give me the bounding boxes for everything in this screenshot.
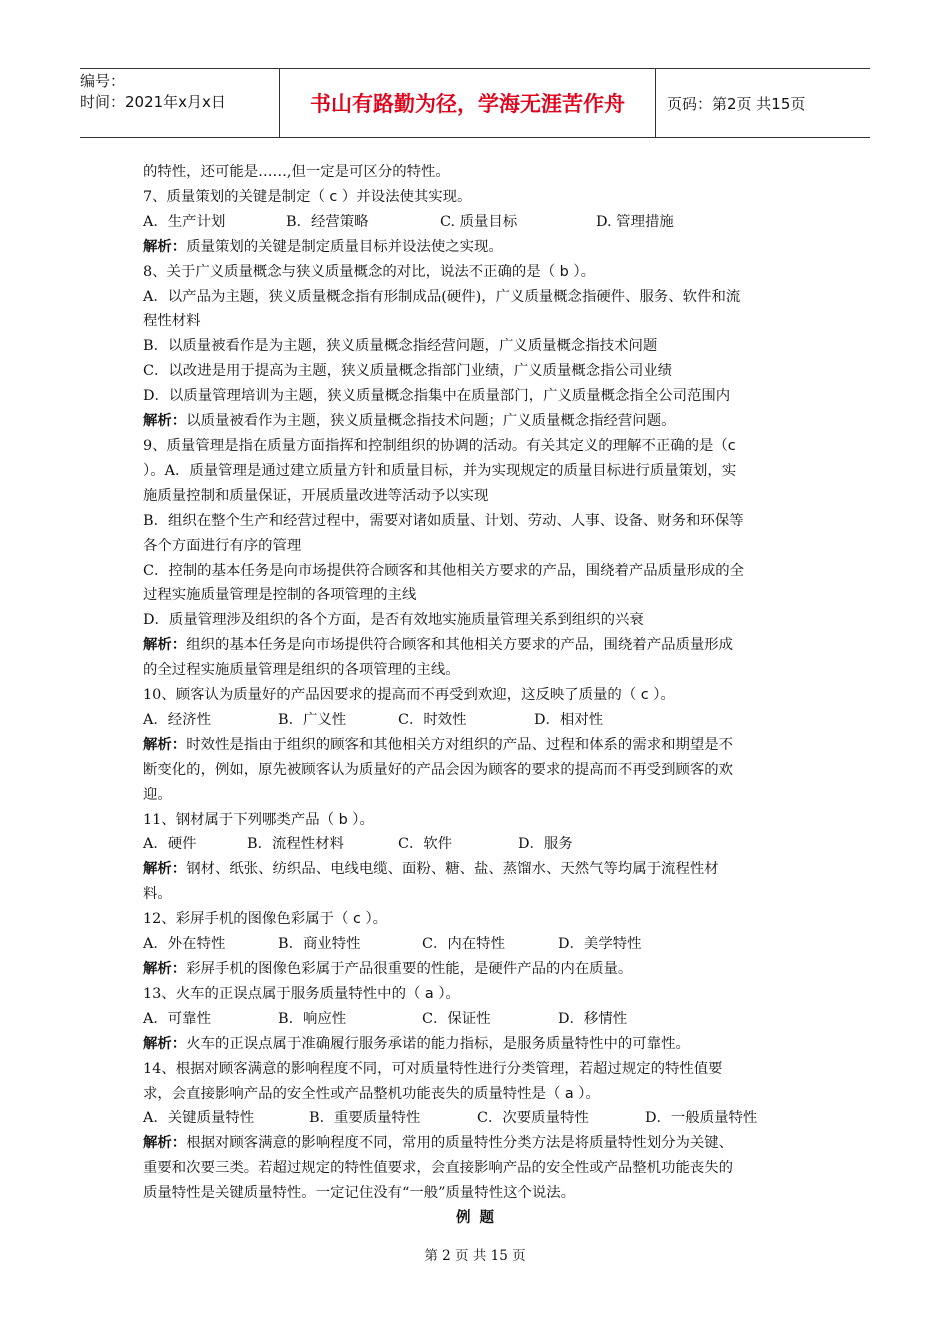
explanation-label: 解析： [143,1135,187,1152]
question-text-tail: ）。 [573,1085,600,1102]
explanation-line [143,1032,809,1057]
option-item: A．关键质量特性 [143,1110,255,1127]
question-text-tail: ）。 [433,985,460,1002]
question-text-tail: ）。 [360,911,388,928]
option-item: A．外在特性 [143,936,226,953]
question-line [143,434,809,459]
question-text: 7、质量策划的关键是制定（ [143,188,330,205]
answer-letter: a [564,1085,574,1102]
question-line [143,185,809,210]
option-item: A．可靠性 [143,1010,211,1027]
page-footer: 第 2 页 共 15 页 [424,1248,526,1264]
text-line: 施质量控制和质量保证，开展质量改进等活动予以实现 [143,487,489,504]
answer-letter: a [424,985,434,1002]
explanation-text: 钢材、纸张、纺织品、电线电缆、面粉、糖、盐、蒸馏水、天然气等均属于流程性材 [186,861,719,878]
option-item: C．次要质量特性 [477,1110,589,1127]
question-line [143,907,809,932]
document-body [143,160,809,1231]
explanation-line [143,1131,809,1156]
explanation-label: 解析： [143,413,187,430]
document-date-label: 时间：2021年x月x日 [80,93,226,111]
option-item: D. 管理措施 [596,213,674,230]
option-item: C．保证性 [422,1010,491,1027]
question-text: 9、质量管理是指在质量方面指挥和控制组织的协调的活动。有关其定义的理解不正确的是（ [143,437,728,454]
text-line: 过程实施质量管理是控制的各项管理的主线 [143,587,417,604]
question-line [143,683,809,708]
explanation-text: 以质量被看作为主题，狭义质量概念指技术问题；广义质量概念指经营问题。 [186,413,676,430]
text-line: ）。A．质量管理是通过建立质量方针和质量目标，并为实现规定的质量目标进行质量策划，实 [143,462,737,479]
question-text-tail: ）。 [347,811,374,828]
text-line: C．以改进是用于提高为主题，狭义质量概念指部门业绩，广义质量概念指公司业绩 [143,363,673,380]
options-line [143,1106,809,1131]
question-line [143,1082,809,1107]
option-item: B．经营策略 [286,213,369,230]
question-text: 12、彩屏手机的图像色彩属于（ [143,911,353,928]
text-line: C．控制的基本任务是向市场提供符合顾客和其他相关方要求的产品，围绕着产品质量形成的全 [143,562,745,579]
explanation-text: 根据对顾客满意的影响程度不同，常用的质量特性分类方法是将质量特性划分为关键、 [186,1135,734,1152]
option-item: D．一般质量特性 [645,1110,758,1127]
question-text-tail: ）。 [648,687,675,704]
explanation-text: 火车的正误点属于准确履行服务承诺的能力指标，是服务质量特性中的可靠性。 [186,1035,690,1052]
explanation-text: 质量策划的关键是制定质量目标并设法使之实现。 [186,238,503,255]
option-item: B．商业特性 [278,936,361,953]
text-line: D．以质量管理培训为主题，狭义质量概念指集中在质量部门，广义质量概念指全公司范围内 [143,388,731,405]
text-line: A．以产品为主题，狭义质量概念指有形制成品(硬件)，广义质量概念指硬件、服务、软件和流 [143,288,741,305]
option-item: D．美学特性 [558,936,642,953]
page-header [80,68,870,138]
answer-letter: c [352,911,361,928]
explanation-line [143,633,809,658]
option-item: C．内在特性 [422,936,505,953]
option-item: A．生产计划 [143,213,226,230]
explanation-label: 解析： [143,238,187,255]
text-line: 程性材料 [143,313,201,330]
explanation-label: 解析： [143,736,187,753]
option-item: B．响应性 [278,1010,347,1027]
question-text: 10、顾客认为质量好的产品因要求的提高而不再受到欢迎，这反映了质量的（ [143,687,641,704]
text-line: D．质量管理涉及组织的各个方面，是否有效地实施质量管理关系到组织的兴衰 [143,612,644,629]
header-meta [80,69,280,137]
options-line [143,832,809,857]
explanation-line [143,733,809,758]
option-item: B．重要质量特性 [309,1110,421,1127]
explanation-line [143,235,809,260]
explanation-label: 解析： [143,961,187,977]
explanation-text: 时效性是指由于组织的顾客和其他相关方对组织的产品、过程和体系的需求和期望是不 [186,736,734,753]
option-item: D．移情性 [558,1010,628,1027]
explanation-line [143,957,809,982]
text-line: 14、根据对顾客满意的影响程度不同，可对质量特性进行分类管理，若超过规定的特性值要 [143,1060,723,1077]
option-item: C. 质量目标 [440,213,518,230]
options-line [143,1007,809,1032]
question-text: 13、火车的正误点属于服务质量特性中的（ [143,985,425,1002]
option-item: A．经济性 [143,711,211,728]
question-text: 8、关于广义质量概念与狭义质量概念的对比，说法不正确的是（ [143,263,560,280]
text-line: 断变化的，例如，原先被顾客认为质量好的产品会因为顾客的要求的提高而不再受到顾客的欢 [143,761,734,778]
text-line: 重要和次要三类。若超过规定的特性值要求，会直接影响产品的安全性或产品整机功能丧失的 [143,1160,734,1177]
header-motto: 书山有路勤为径，学海无涯苦作舟 [280,69,656,137]
option-item: B．流程性材料 [247,836,344,853]
options-line [143,210,809,235]
text-line: 各个方面进行有序的管理 [143,537,302,554]
text-line: 迎。 [143,786,172,803]
question-line [143,808,809,833]
option-item: C．软件 [398,836,453,853]
text-line: 质量特性是关键质量特性。一定记住没有“一般”质量特性这个说法。 [143,1185,576,1202]
question-text-tail: ）。 [568,263,595,280]
option-item: C．时效性 [398,711,467,728]
answer-letter: c [329,188,338,205]
question-line [143,260,809,285]
option-item: A．硬件 [143,836,197,853]
answer-letter: b [559,263,569,280]
question-text-tail: ）并设法使其实现。 [337,188,472,205]
options-line [143,932,809,957]
document-number-label: 编号： [80,72,126,90]
text-line: 的特性，还可能是……,但一定是可区分的特性。 [143,164,450,180]
question-line [143,982,809,1007]
explanation-label: 解析： [143,861,187,878]
text-line: 料。 [143,886,172,903]
explanation-line [143,857,809,882]
explanation-label: 解析： [143,637,187,654]
answer-letter: c [727,437,736,454]
text-line: B．以质量被看作是为主题，狭义质量概念指经营问题，广义质量概念指技术问题 [143,338,658,355]
question-text: 11、钢材属于下列哪类产品（ [143,811,339,828]
header-page-number: 页码：第2页 共15页 [667,94,806,113]
explanation-line [143,409,809,434]
options-line [143,708,809,733]
question-text: 求，会直接影响产品的安全性或产品整机功能丧失的质量特性是（ [143,1085,565,1102]
answer-letter: c [640,687,649,704]
section-title: 例 题 [455,1210,497,1227]
explanation-text: 组织的基本任务是向市场提供符合顾客和其他相关方要求的产品，围绕着产品质量形成 [186,637,734,654]
text-line: B．组织在整个生产和经营过程中，需要对诸如质量、计划、劳动、人事、设备、财务和环保等 [143,512,744,529]
text-line: 的全过程实施质量管理是组织的各项管理的主线。 [143,662,460,679]
explanation-label: 解析： [143,1035,187,1052]
option-item: B．广义性 [278,711,347,728]
option-item: D．服务 [518,836,573,853]
explanation-text: 彩屏手机的图像色彩属于产品很重要的性能，是硬件产品的内在质量。 [186,961,633,977]
answer-letter: b [338,811,348,828]
option-item: D．相对性 [534,711,604,728]
